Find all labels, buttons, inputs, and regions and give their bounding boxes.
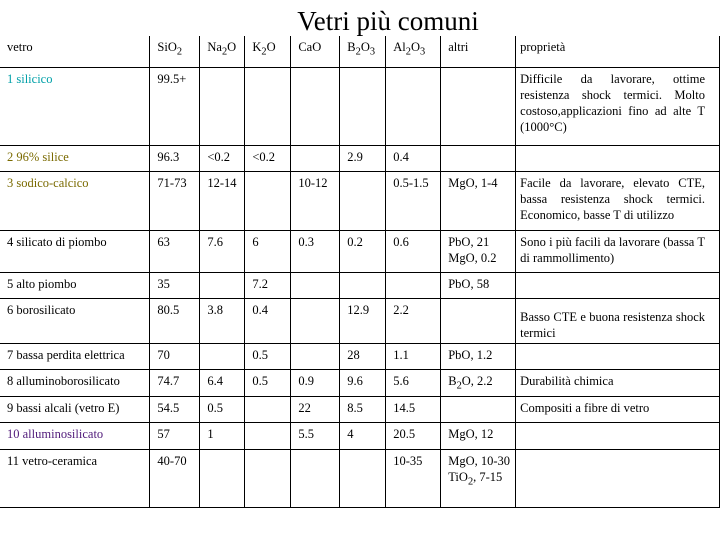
cell-sio2: 35 bbox=[150, 272, 200, 298]
cell-cao: 0.3 bbox=[291, 230, 340, 272]
cell-al2o3: 14.5 bbox=[386, 397, 441, 423]
header-k2o: $K_2O$ bbox=[245, 36, 291, 67]
header-b2o3: $B_2O_3$ bbox=[340, 36, 386, 67]
glass-name: 10 alluminosilicato bbox=[0, 423, 150, 450]
cell-na2o bbox=[200, 343, 245, 369]
glass-name: 1 silicico bbox=[0, 67, 150, 145]
glass-name: 7 bassa perdita elettrica bbox=[0, 343, 150, 369]
cell-proprieta: Durabilità chimica bbox=[516, 369, 720, 397]
cell-proprieta bbox=[516, 343, 720, 369]
cell-sio2: 74.7 bbox=[150, 369, 200, 397]
cell-k2o bbox=[245, 423, 291, 450]
cell-b2o3: 12.9 bbox=[340, 298, 386, 343]
header-vetro: vetro bbox=[0, 36, 150, 67]
cell-na2o: 1 bbox=[200, 423, 245, 450]
table-row bbox=[0, 272, 720, 298]
header-proprieta: proprietà bbox=[516, 36, 720, 67]
glass-name: 8 alluminoborosilicato bbox=[0, 369, 150, 397]
header-sio2: SiO$_2$ bbox=[150, 36, 200, 67]
cell-b2o3 bbox=[340, 272, 386, 298]
cell-altri bbox=[441, 67, 516, 145]
cell-k2o: 6 bbox=[245, 230, 291, 272]
glass-name: 4 silicato di piombo bbox=[0, 230, 150, 272]
cell-na2o bbox=[200, 450, 245, 508]
cell-altri: PbO, 58 bbox=[441, 272, 516, 298]
cell-sio2: 57 bbox=[150, 423, 200, 450]
cell-sio2: 71-73 bbox=[150, 171, 200, 230]
glass-name: 6 borosilicato bbox=[0, 298, 150, 343]
cell-cao bbox=[291, 145, 340, 171]
cell-al2o3: 5.6 bbox=[386, 369, 441, 397]
cell-na2o bbox=[200, 272, 245, 298]
cell-b2o3 bbox=[340, 450, 386, 508]
cell-na2o: 6.4 bbox=[200, 369, 245, 397]
cell-na2o: 7.6 bbox=[200, 230, 245, 272]
glass-name: 2 96% silice bbox=[0, 145, 150, 171]
cell-sio2: 99.5+ bbox=[150, 67, 200, 145]
header-altri: altri bbox=[441, 36, 516, 67]
cell-cao bbox=[291, 343, 340, 369]
table-row bbox=[0, 171, 720, 230]
cell-sio2: 96.3 bbox=[150, 145, 200, 171]
cell-cao: 22 bbox=[291, 397, 340, 423]
cell-cao bbox=[291, 298, 340, 343]
cell-al2o3: 0.5-1.5 bbox=[386, 171, 441, 230]
table-row bbox=[0, 369, 720, 397]
cell-cao bbox=[291, 272, 340, 298]
header-row bbox=[0, 36, 720, 67]
cell-al2o3 bbox=[386, 67, 441, 145]
header-al2o3: $Al_2O_3$ bbox=[386, 36, 441, 67]
cell-proprieta: Compositi a fibre di vetro bbox=[516, 397, 720, 423]
cell-cao bbox=[291, 67, 340, 145]
cell-cao: 10-12 bbox=[291, 171, 340, 230]
table-row bbox=[0, 423, 720, 450]
cell-k2o: <0.2 bbox=[245, 145, 291, 171]
cell-cao: 0.9 bbox=[291, 369, 340, 397]
cell-b2o3: 9.6 bbox=[340, 369, 386, 397]
cell-altri bbox=[441, 145, 516, 171]
cell-k2o: 0.5 bbox=[245, 343, 291, 369]
cell-sio2: 63 bbox=[150, 230, 200, 272]
cell-k2o bbox=[245, 171, 291, 230]
cell-na2o: 12-14 bbox=[200, 171, 245, 230]
cell-altri bbox=[441, 298, 516, 343]
table-row bbox=[0, 397, 720, 423]
glass-composition-table bbox=[0, 36, 720, 508]
cell-al2o3: 20.5 bbox=[386, 423, 441, 450]
cell-k2o bbox=[245, 397, 291, 423]
cell-proprieta: Facile da lavorare, elevato CTE, bassa resistenza shock termici. Economico, basse T di utilizzo bbox=[516, 171, 720, 230]
cell-na2o: 0.5 bbox=[200, 397, 245, 423]
cell-altri: PbO, 1.2 bbox=[441, 343, 516, 369]
table-row bbox=[0, 450, 720, 508]
cell-b2o3: 8.5 bbox=[340, 397, 386, 423]
table-row bbox=[0, 298, 720, 343]
cell-proprieta: Basso CTE e buona resistenza shock termici bbox=[516, 298, 720, 343]
table-row bbox=[0, 343, 720, 369]
cell-proprieta bbox=[516, 423, 720, 450]
cell-b2o3 bbox=[340, 67, 386, 145]
cell-na2o: 3.8 bbox=[200, 298, 245, 343]
cell-al2o3: 0.4 bbox=[386, 145, 441, 171]
cell-altri: PbO, 21 MgO, 0.2 bbox=[441, 230, 516, 272]
cell-k2o: 0.4 bbox=[245, 298, 291, 343]
cell-sio2: 80.5 bbox=[150, 298, 200, 343]
cell-sio2: 54.5 bbox=[150, 397, 200, 423]
cell-al2o3 bbox=[386, 272, 441, 298]
cell-al2o3: 10-35 bbox=[386, 450, 441, 508]
cell-altri bbox=[441, 397, 516, 423]
cell-k2o: 0.5 bbox=[245, 369, 291, 397]
cell-proprieta: Sono i più facili da lavorare (bassa T di rammollimento) bbox=[516, 230, 720, 272]
cell-na2o bbox=[200, 67, 245, 145]
cell-al2o3: 2.2 bbox=[386, 298, 441, 343]
cell-b2o3: 0.2 bbox=[340, 230, 386, 272]
cell-al2o3: 1.1 bbox=[386, 343, 441, 369]
cell-b2o3 bbox=[340, 171, 386, 230]
cell-altri: MgO, 10-30 TiO$_2$, 7-15 bbox=[441, 450, 516, 508]
table-row bbox=[0, 230, 720, 272]
cell-sio2: 40-70 bbox=[150, 450, 200, 508]
cell-al2o3: 0.6 bbox=[386, 230, 441, 272]
cell-b2o3: 2.9 bbox=[340, 145, 386, 171]
cell-proprieta bbox=[516, 450, 720, 508]
glass-name: 11 vetro-ceramica bbox=[0, 450, 150, 508]
glass-name: 9 bassi alcali (vetro E) bbox=[0, 397, 150, 423]
cell-k2o bbox=[245, 67, 291, 145]
cell-proprieta bbox=[516, 272, 720, 298]
glass-name: 3 sodico-calcico bbox=[0, 171, 150, 230]
cell-na2o: <0.2 bbox=[200, 145, 245, 171]
header-sio2-text: $O_2$ bbox=[167, 40, 183, 58]
cell-altri: $B_2O$, 2.2 bbox=[441, 369, 516, 397]
cell-cao: 5.5 bbox=[291, 423, 340, 450]
cell-k2o: 7.2 bbox=[245, 272, 291, 298]
cell-b2o3: 4 bbox=[340, 423, 386, 450]
cell-altri: MgO, 12 bbox=[441, 423, 516, 450]
header-cao: CaO bbox=[291, 36, 340, 67]
cell-k2o bbox=[245, 450, 291, 508]
cell-proprieta bbox=[516, 145, 720, 171]
cell-cao bbox=[291, 450, 340, 508]
cell-sio2: 70 bbox=[150, 343, 200, 369]
table-row bbox=[0, 145, 720, 171]
cell-b2o3: 28 bbox=[340, 343, 386, 369]
page-title: Vetri più comuni bbox=[297, 6, 479, 36]
header-na2o: $Na_2O$ bbox=[200, 36, 245, 67]
cell-proprieta: Difficile da lavorare, ottime resistenza shock termici. Molto costoso,applicazioni fino ad alte T (1000°C) bbox=[516, 67, 720, 145]
glass-name: 5 alto piombo bbox=[0, 272, 150, 298]
cell-altri: MgO, 1-4 bbox=[441, 171, 516, 230]
table-row bbox=[0, 67, 720, 145]
